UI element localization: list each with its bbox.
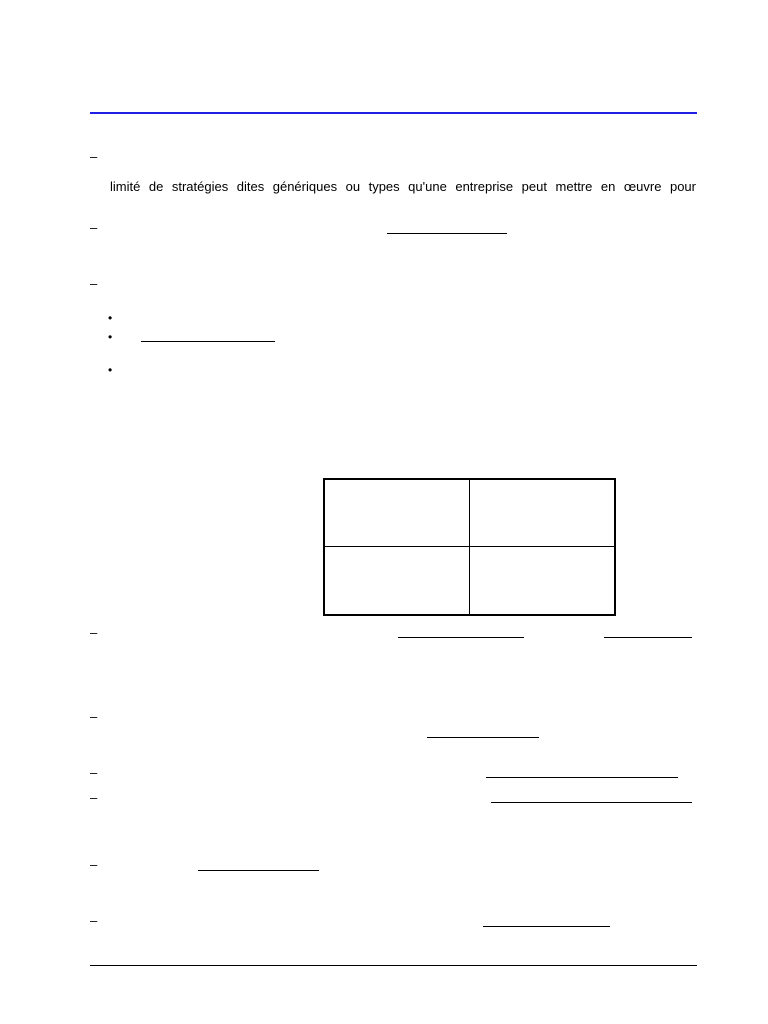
matrix-cell-bottom-right — [470, 547, 615, 614]
list-dash-marker: – — [90, 625, 98, 640]
list-dash-marker: – — [90, 149, 98, 164]
underline-blank — [398, 637, 524, 638]
list-dash-marker: – — [90, 276, 98, 291]
underline-blank — [427, 737, 539, 738]
bullet-marker: • — [108, 363, 113, 377]
two-by-two-matrix — [323, 478, 616, 616]
matrix-cell-top-left — [325, 480, 470, 547]
underline-blank — [491, 802, 692, 803]
list-dash-marker: – — [90, 765, 98, 780]
header-rule — [90, 112, 697, 114]
list-dash-marker: – — [90, 857, 98, 872]
underline-blank — [387, 233, 507, 234]
matrix-cell-top-right — [470, 480, 615, 547]
underline-blank — [483, 926, 610, 927]
underline-blank — [198, 870, 319, 871]
bullet-marker: • — [108, 311, 113, 325]
paragraph-text-line: limité de stratégies dites génériques ou types qu'une entreprise peut mettre en œuvre pour — [110, 179, 696, 194]
list-dash-marker: – — [90, 220, 98, 235]
list-dash-marker: – — [90, 913, 98, 928]
list-dash-marker: – — [90, 790, 98, 805]
matrix-cell-bottom-left — [325, 547, 470, 614]
footer-rule — [90, 965, 697, 966]
underline-blank — [486, 777, 678, 778]
underline-blank — [141, 341, 275, 342]
underline-blank — [604, 637, 692, 638]
list-dash-marker: – — [90, 709, 98, 724]
bullet-marker: • — [108, 330, 113, 344]
